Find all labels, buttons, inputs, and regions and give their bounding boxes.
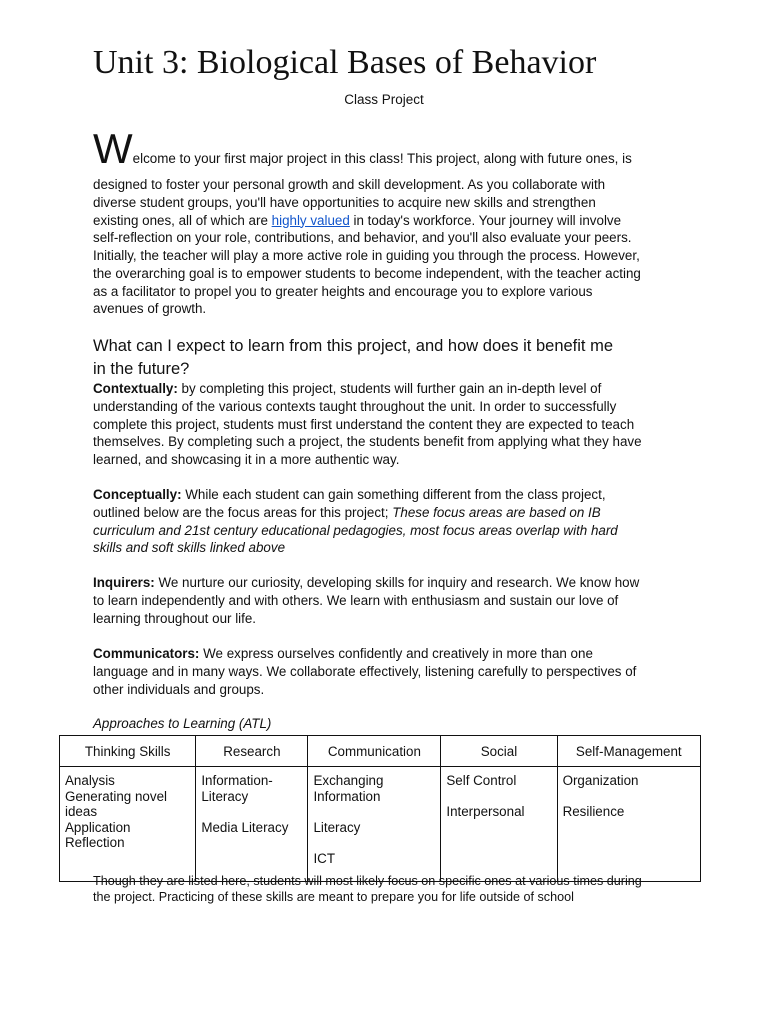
bold-label: Contextually: xyxy=(93,381,178,396)
text-line xyxy=(93,176,693,194)
text-line xyxy=(93,645,693,663)
footnote xyxy=(93,873,642,905)
text-segment: diverse student groups, you'll have opportunities to acquire new skills and strengthen xyxy=(93,194,596,210)
column-header: Thinking Skills xyxy=(60,736,196,767)
text-line xyxy=(93,212,693,230)
skill-item xyxy=(201,804,302,820)
heading-line: in the future? xyxy=(93,360,190,378)
footnote-line: Though they are listed here, students will most likely focus on specific ones at various times during xyxy=(93,874,642,888)
text-segment: in today's workforce. Your journey will involve xyxy=(349,212,622,228)
footnote-line: the project. Practicing of these skills are meant to prepare you for life outside of school xyxy=(93,890,574,904)
column-header: Social xyxy=(441,736,557,767)
column-header: Communication xyxy=(308,736,441,767)
table-cell xyxy=(441,767,557,882)
communicators-paragraph xyxy=(93,645,693,698)
table-row xyxy=(60,767,701,882)
skill-item: Information xyxy=(313,788,381,804)
drop-cap: W xyxy=(93,125,133,172)
atl-caption: Approaches to Learning (ATL) xyxy=(93,716,272,731)
skill-item: Resilience xyxy=(562,804,625,819)
table-cell xyxy=(60,767,196,882)
text-line xyxy=(93,504,693,522)
text-line xyxy=(93,574,693,592)
text-line xyxy=(93,486,693,504)
text-line xyxy=(93,247,693,265)
skill-item: Self Control xyxy=(446,773,517,788)
text-segment: skills and soft skills linked above xyxy=(93,540,286,556)
text-line xyxy=(93,194,693,212)
intro-paragraph xyxy=(93,176,693,318)
text-segment: learned, and showcasing it in a more authentic way. xyxy=(93,452,400,467)
text-segment: by completing this project, students will further gain an in-depth level of xyxy=(177,381,602,396)
atl-table xyxy=(59,735,701,882)
text-line xyxy=(93,300,693,318)
skill-item: Information- xyxy=(201,773,273,788)
table-cell xyxy=(557,767,700,882)
text-segment: avenues of growth. xyxy=(93,301,207,317)
section-heading xyxy=(93,335,693,381)
table-header-row xyxy=(60,736,701,767)
text-segment: language and in many ways. We collaborate effectively, listening carefully to perspectives of xyxy=(93,663,637,679)
table-cell xyxy=(196,767,308,882)
text-segment: complete this project, students must first understand the content they are expected to teach xyxy=(93,416,635,432)
text-segment: learning throughout our life. xyxy=(93,610,257,626)
text-segment: These focus areas are based on IB xyxy=(392,504,601,520)
inquirers-paragraph xyxy=(93,574,693,627)
text-line xyxy=(93,229,693,247)
text-line xyxy=(93,451,693,469)
text-segment: understanding of the various contexts taught throughout the unit. In order to successfully xyxy=(93,398,617,414)
skill-item xyxy=(313,804,435,820)
text-segment: We express ourselves confidently and creatively in more than one xyxy=(199,646,593,661)
text-segment: themselves. By completing such a project, the students benefit from applying what they have xyxy=(93,434,642,450)
text-line xyxy=(93,539,693,557)
text-segment: designed to foster your personal growth and skill development. As you collaborate with xyxy=(93,177,606,192)
text-line xyxy=(93,681,693,699)
text-segment: the overarching goal is to empower students to become independent, with the teacher acting xyxy=(93,265,641,281)
intro-first-line xyxy=(93,125,632,172)
skill-item: Literacy xyxy=(313,819,361,835)
text-line xyxy=(93,610,693,628)
skill-item: Media Literacy xyxy=(201,819,289,835)
bold-label: Inquirers: xyxy=(93,575,155,590)
skill-item: Interpersonal xyxy=(446,804,525,819)
skill-item: Literacy xyxy=(201,788,249,804)
text-segment: self-reflection on your role, contributions, and behavior, and you'll also evaluate your peers. xyxy=(93,230,632,246)
text-segment: to learn independently and with others. We learn with enthusiasm and sustain our love of xyxy=(93,592,619,608)
text-segment: existing ones, all of which are xyxy=(93,212,272,228)
text-line xyxy=(93,416,693,434)
page-title: Unit 3: Biological Bases of Behavior xyxy=(93,44,597,81)
text-line xyxy=(93,283,693,301)
skill-item: Generating novel xyxy=(65,788,167,804)
text-segment: curriculum and 21st century educational pedagogies, most focus areas overlap with hard xyxy=(93,522,618,538)
skill-item xyxy=(313,835,435,851)
highly-valued-link[interactable]: highly valued xyxy=(271,212,350,228)
contextually-paragraph xyxy=(93,380,693,469)
skill-item: Reflection xyxy=(65,835,125,850)
skill-item xyxy=(446,789,551,805)
text-line xyxy=(93,265,693,283)
text-segment: outlined below are the focus areas for this project; xyxy=(93,504,393,520)
text-line xyxy=(93,522,693,540)
text-line xyxy=(93,398,693,416)
text-line xyxy=(93,663,693,681)
text-segment: as a facilitator to propel you to greater heights and encourage you to explore various xyxy=(93,283,593,299)
conceptually-paragraph xyxy=(93,486,693,557)
subtitle: Class Project xyxy=(344,92,424,107)
text-segment: Initially, the teacher will play a more active role in guiding you through the process. However, xyxy=(93,248,640,263)
text-segment: We nurture our curiosity, developing skills for inquiry and research. We know how xyxy=(154,575,640,590)
column-header: Self-Management xyxy=(557,736,700,767)
text-segment: other individuals and groups. xyxy=(93,681,265,697)
bold-label: Communicators: xyxy=(93,646,200,661)
text-line xyxy=(93,380,693,398)
skill-item: Application xyxy=(65,819,131,835)
intro-first-text: elcome to your first major project in this class! This project, along with future ones, is xyxy=(132,151,632,166)
skill-item: ICT xyxy=(313,850,336,866)
column-header: Research xyxy=(196,736,308,767)
skill-item xyxy=(563,789,695,805)
table-cell xyxy=(308,767,441,882)
text-segment: While each student can gain something different from the class project, xyxy=(181,487,606,502)
heading-line: What can I expect to learn from this project, and how does it benefit me xyxy=(93,337,614,355)
skill-item: ideas xyxy=(65,804,98,819)
skill-item: Organization xyxy=(562,773,639,788)
text-line xyxy=(93,592,693,610)
bold-label: Conceptually: xyxy=(93,487,182,502)
text-line xyxy=(93,433,693,451)
skill-item: Analysis xyxy=(65,773,115,788)
skill-item: Exchanging xyxy=(313,773,384,788)
